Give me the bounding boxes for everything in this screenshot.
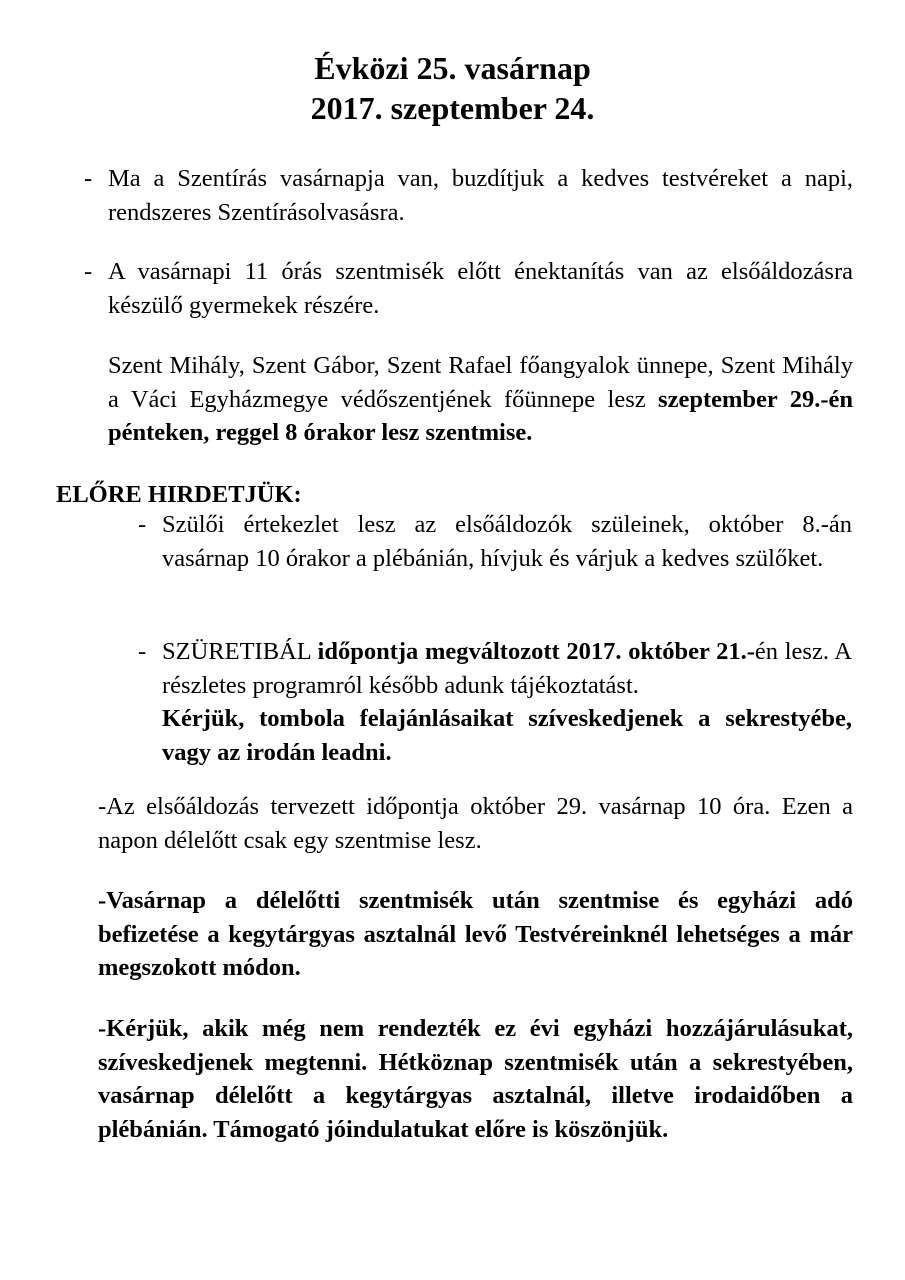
page-date: 2017. szeptember 24. — [310, 90, 595, 126]
bullet-dash: - — [84, 165, 93, 192]
announcement-archangels-feast — [108, 349, 853, 450]
bullet-dash: - — [84, 258, 93, 285]
event-new-date: időpontja megváltozott 2017. október 21.- — [317, 638, 755, 665]
section-heading-advance: ELŐRE HIRDETJÜK: — [56, 481, 302, 508]
announcement-singing-lesson — [108, 255, 853, 322]
announcement-text: Szent Mihály, Szent Gábor, Szent Rafael főangyalok ünnepe, Szent Mihály a Váci Egyházmegye védőszentjének főünnepe lesz — [108, 352, 853, 413]
announcement-mass-time: szeptember 29.-én pénteken, reggel 8 órakor lesz szentmise. — [108, 385, 853, 446]
announcement-text: Ma a Szentírás vasárnapja van, buzdítjuk a kedves testvéreket a napi, rendszeres Szentírásolvasásra. — [108, 165, 853, 226]
bullet-dash: - — [138, 638, 147, 665]
announcement-harvest-ball — [162, 635, 852, 769]
announcement-parent-meeting — [162, 508, 852, 575]
announcement-text: én lesz. A részletes programról később adunk tájékoztatást. — [162, 638, 852, 699]
note-text: -Az elsőáldozás tervezett időpontja október 29. vasárnap 10 óra. Ezen a napon délelőtt csak egy szentmise lesz. — [98, 793, 853, 854]
announcement-text: A vasárnapi 11 órás szentmisék előtt énektanítás van az elsőáldozásra készülő gyermekek részére. — [108, 258, 853, 319]
note-text: -Vasárnap a délelőtti szentmisék után szentmise és egyházi adó befizetése a kegytárgyas asztalnál levő Testvéreinknél lehetséges a már megszokott módon. — [98, 887, 853, 981]
note-first-communion — [98, 790, 853, 857]
note-church-tax — [98, 884, 853, 985]
announcement-text: Szülői értekezlet lesz az elsőáldozók szüleinek, október 8.-án vasárnap 10 órakor a plébánián, hívjuk és várjuk a kedves szülőket. — [162, 511, 852, 572]
announcement-paragraph — [162, 635, 852, 702]
note-text: -Kérjük, akik még nem rendezték ez évi egyházi hozzájárulásukat, szíveskedjenek megtenni. Hétköznap szentmisék után a sekrestyében, vasárnap délelőtt a kegytárgyas asztalnál, illetve irodaidőben a plébánián. Támogató jóindulatukat előre is köszönjük. — [98, 1015, 853, 1143]
page-title: Évközi 25. vasárnap — [314, 50, 591, 86]
note-contribution — [98, 1012, 853, 1146]
announcement-scripture-sunday — [108, 162, 853, 229]
event-name: SZÜRETIBÁL — [162, 638, 318, 665]
tombola-request: Kérjük, tombola felajánlásaikat szíveskedjenek a sekrestyébe, vagy az irodán leadni. — [162, 705, 852, 766]
bullet-dash: - — [138, 511, 147, 538]
announcement-paragraph — [108, 349, 853, 450]
